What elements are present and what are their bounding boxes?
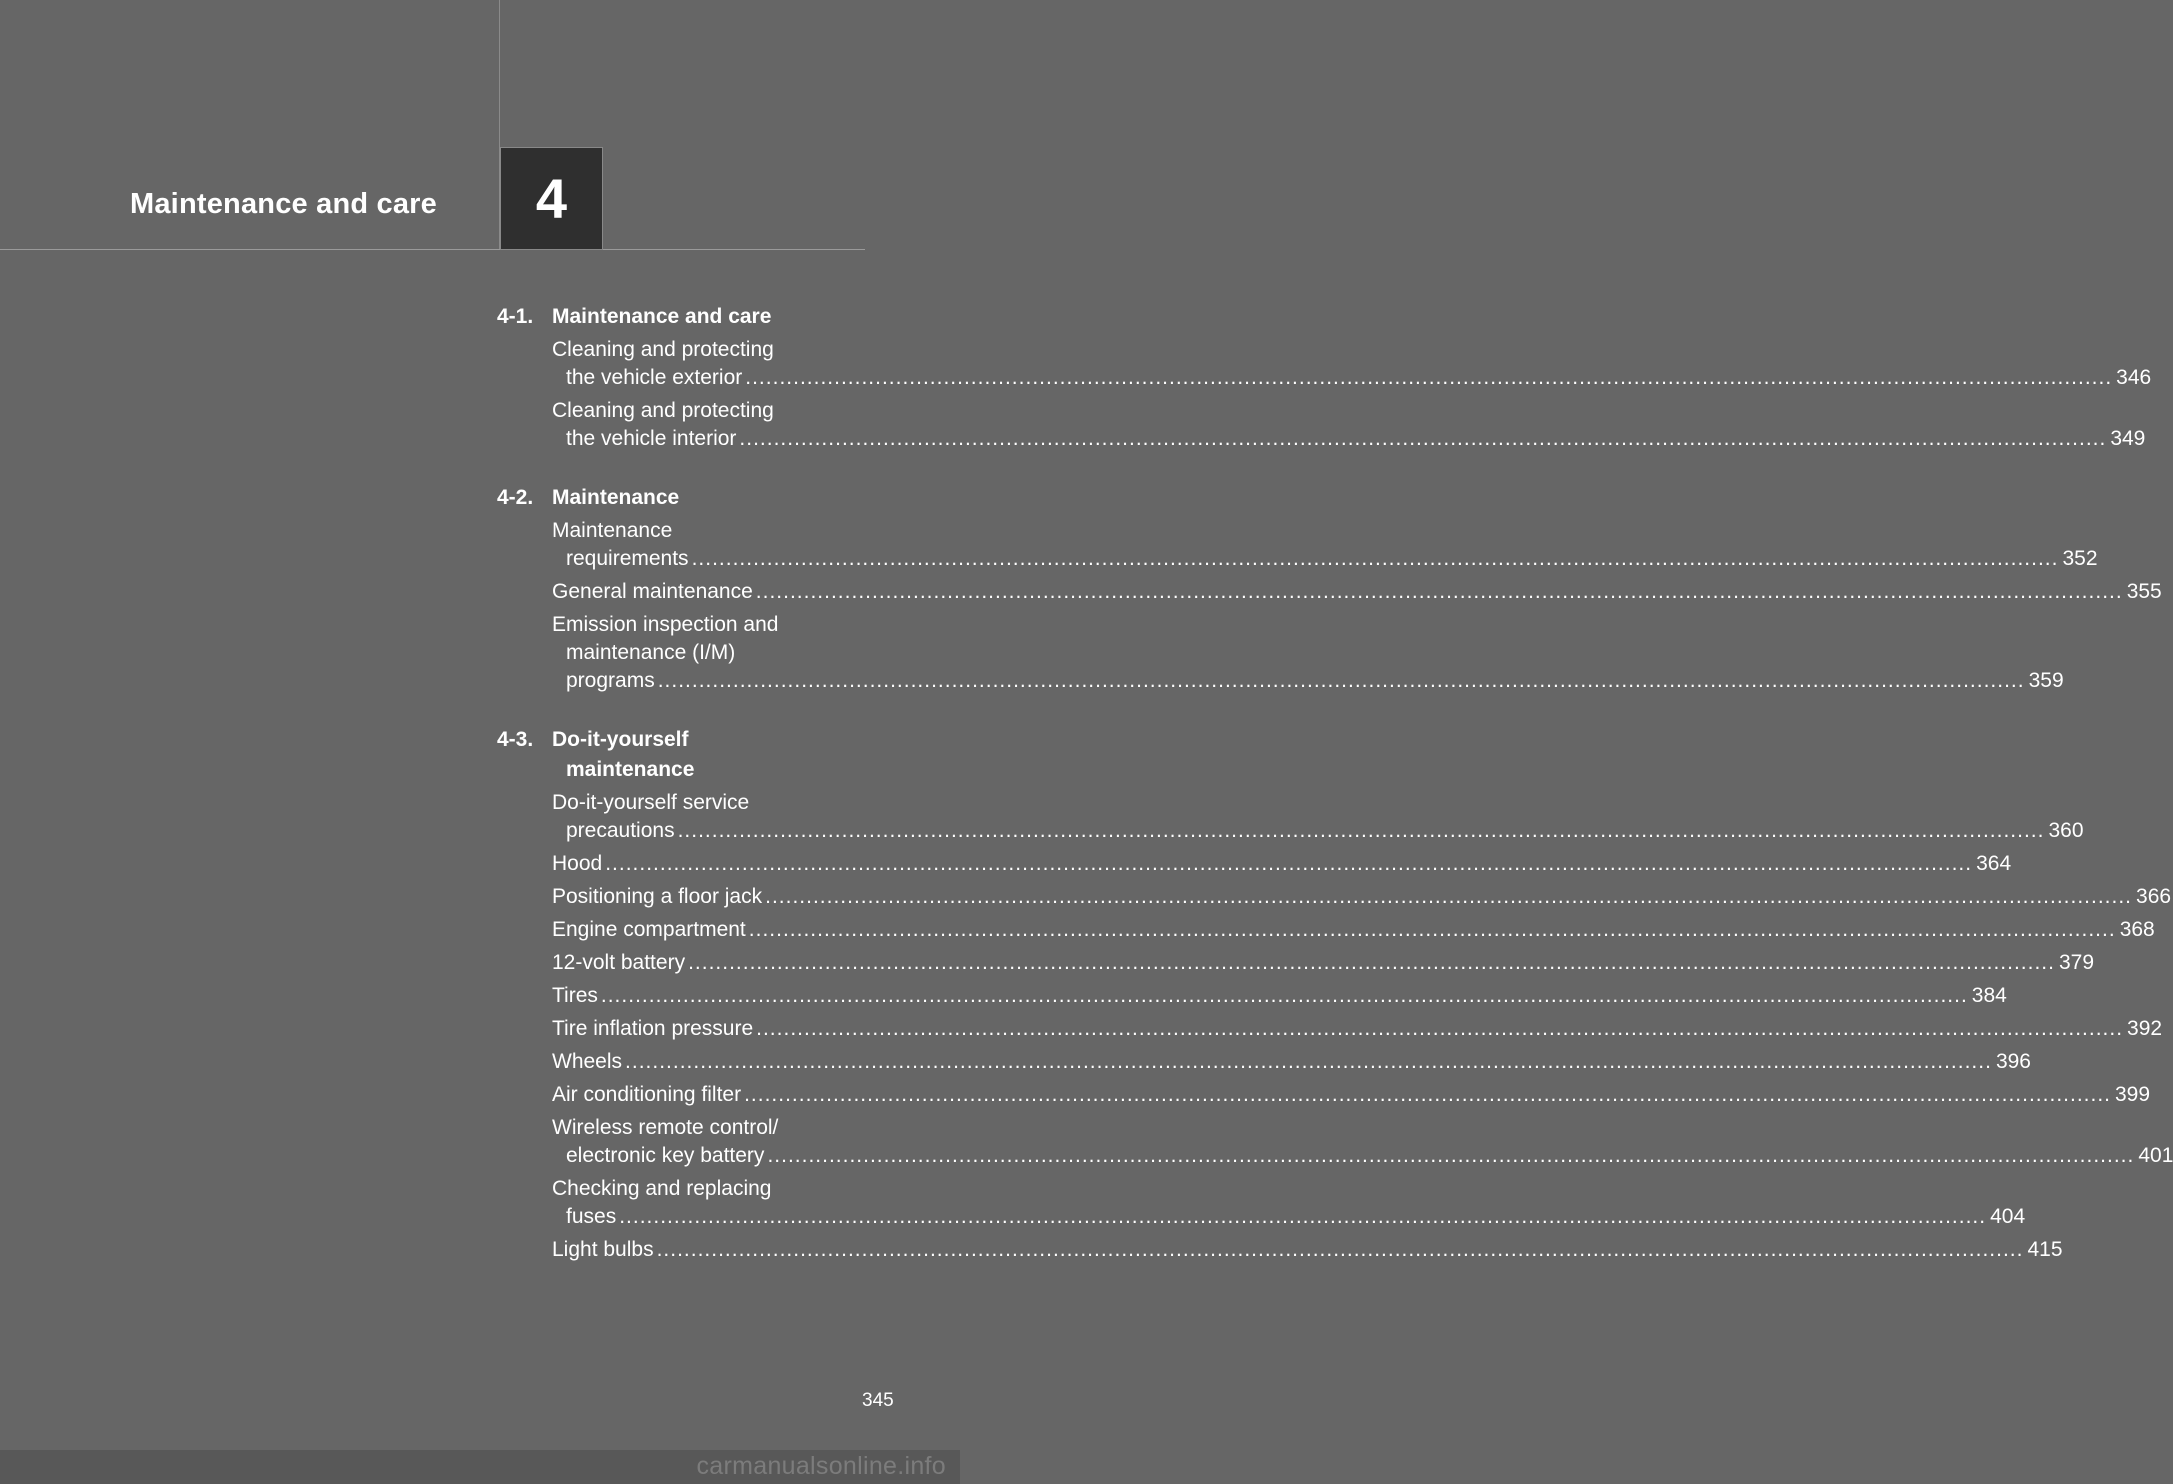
toc-entry-text: Engine compartment	[552, 918, 746, 941]
toc-entry-line	[552, 578, 2162, 606]
toc-entry[interactable]	[497, 1048, 2031, 1076]
toc-entry[interactable]	[497, 517, 2098, 573]
toc-entry[interactable]	[497, 578, 2162, 606]
toc-entry-line: Maintenance	[552, 519, 673, 542]
toc-entry-text: Wheels	[552, 1050, 623, 1073]
toc-page-number: 364	[1976, 852, 2012, 875]
toc-entry[interactable]	[497, 1236, 2063, 1264]
toc-entry-line	[552, 1236, 2063, 1264]
toc-entry-line	[552, 1015, 2163, 1043]
toc-page-number: 399	[2115, 1083, 2151, 1106]
toc-entry-line	[552, 545, 2098, 573]
toc-entry-line	[552, 1081, 2151, 1109]
toc-entry-text: Tires	[552, 984, 598, 1007]
toc-page-number: 366	[2136, 885, 2172, 908]
watermark-text: carmanualsonline.info	[696, 1452, 946, 1480]
toc-entry-text: precautions	[566, 819, 675, 842]
toc-section	[497, 302, 2152, 453]
dot-leader: ........................................................................................................................................................................................................	[755, 580, 2123, 603]
toc-entry-line	[552, 982, 2007, 1010]
dot-leader: ........................................................................................................................................................................................................	[656, 1238, 2024, 1261]
toc-page-number: 360	[2048, 819, 2084, 842]
toc-entry-line	[552, 1048, 2031, 1076]
toc-entry-line	[552, 364, 2152, 392]
toc-entry-text: fuses	[566, 1205, 617, 1228]
section-title-line: Maintenance	[552, 486, 680, 509]
toc-entry[interactable]	[497, 1015, 2163, 1043]
toc-entry[interactable]	[497, 883, 2172, 911]
chapter-number-tab: 4	[500, 147, 603, 250]
dot-leader: ........................................................................................................................................................................................................	[744, 1083, 2111, 1106]
toc-section	[497, 483, 2162, 695]
toc-page-number: 349	[2110, 427, 2146, 450]
toc-entry-text: programs	[566, 669, 655, 692]
toc-entry-text: Light bulbs	[552, 1238, 654, 1261]
section-title	[552, 305, 771, 328]
toc-entry-text: 12-volt battery	[552, 951, 686, 974]
dot-leader: ........................................................................................................................................................................................................	[691, 547, 2059, 570]
toc-page-number: 379	[2058, 951, 2095, 974]
watermark-bar	[0, 1450, 960, 1484]
toc-entry-line: Emission inspection and	[552, 613, 779, 636]
table-of-contents	[497, 302, 2173, 1294]
toc-entry[interactable]	[497, 949, 2095, 977]
toc-entry-text: Air conditioning filter	[552, 1083, 742, 1106]
toc-entry-text: requirements	[566, 547, 689, 570]
section-number: 4-2.	[497, 486, 534, 509]
dot-leader: ........................................................................................................................................................................................................	[657, 669, 2025, 692]
toc-section	[497, 725, 2173, 1264]
section-title	[552, 728, 869, 785]
toc-page-number: 384	[1971, 984, 2007, 1007]
toc-entry-text: Tire inflation pressure	[552, 1017, 754, 1040]
toc-page-number: 355	[2126, 580, 2162, 603]
section-heading	[497, 725, 869, 785]
toc-entry-line: Do-it-yourself service	[552, 791, 750, 814]
dot-leader: ........................................................................................................................................................................................................	[619, 1205, 1987, 1228]
toc-entry-line	[552, 425, 2146, 453]
dot-leader: ........................................................................................................................................................................................................	[605, 852, 1973, 875]
dot-leader: ........................................................................................................................................................................................................	[625, 1050, 1992, 1073]
toc-page-number: 346	[2116, 366, 2152, 389]
dot-leader: ........................................................................................................................................................................................................	[748, 918, 2116, 941]
section-title-line: maintenance	[566, 758, 695, 781]
toc-entry-text: the vehicle interior	[566, 427, 737, 450]
toc-entry-text: electronic key battery	[566, 1144, 765, 1167]
toc-entry-line	[552, 1142, 2173, 1170]
chapter-divider-horizontal	[0, 249, 865, 250]
toc-page-number: 359	[2028, 669, 2064, 692]
toc-entry[interactable]	[497, 789, 2084, 845]
toc-page-number: 396	[1995, 1050, 2031, 1073]
toc-entry-line	[552, 916, 2155, 944]
toc-entry-line	[552, 667, 2064, 695]
toc-entry-line: maintenance (I/M)	[566, 641, 736, 664]
toc-entry[interactable]	[497, 1114, 2173, 1170]
toc-entry-text: Hood	[552, 852, 603, 875]
toc-entry-line: Wireless remote control/	[552, 1116, 779, 1139]
toc-entry[interactable]	[497, 982, 2007, 1010]
toc-entry-line	[552, 817, 2084, 845]
toc-entry[interactable]	[497, 611, 2064, 695]
toc-entry-line: Cleaning and protecting	[552, 338, 774, 361]
section-title-line: Do-it-yourself	[552, 728, 689, 751]
toc-entry[interactable]	[497, 1175, 2026, 1231]
section-heading	[497, 302, 869, 332]
toc-entry[interactable]	[497, 850, 2012, 878]
dot-leader: ........................................................................................................................................................................................................	[767, 1144, 2135, 1167]
toc-entry-line: Checking and replacing	[552, 1177, 772, 1200]
toc-entry[interactable]	[497, 397, 2146, 453]
section-number: 4-1.	[497, 305, 534, 328]
toc-page-number: 401	[2138, 1144, 2173, 1167]
toc-page-number: 392	[2127, 1017, 2163, 1040]
toc-entry-text: Positioning a floor jack	[552, 885, 763, 908]
toc-entry-line: Cleaning and protecting	[552, 399, 774, 422]
toc-entry[interactable]	[497, 336, 2152, 392]
dot-leader: ........................................................................................................................................................................................................	[739, 427, 2107, 450]
toc-entry-text: the vehicle exterior	[566, 366, 743, 389]
dot-leader: ........................................................................................................................................................................................................	[765, 885, 2133, 908]
section-title-line: Maintenance and care	[552, 305, 772, 328]
toc-entry-line	[552, 1203, 2026, 1231]
dot-leader: ........................................................................................................................................................................................................	[756, 1017, 2124, 1040]
toc-page-number: 404	[1990, 1205, 2026, 1228]
toc-entry-text: General maintenance	[552, 580, 753, 603]
dot-leader: ........................................................................................................................................................................................................	[600, 984, 1968, 1007]
dot-leader: ........................................................................................................................................................................................................	[677, 819, 2045, 842]
page-number: 345	[862, 1390, 894, 1411]
chapter-title: Maintenance and care	[130, 188, 437, 220]
toc-entry-line	[552, 883, 2172, 911]
toc-page-number: 415	[2027, 1238, 2063, 1261]
toc-entry[interactable]	[497, 916, 2155, 944]
toc-page-number: 368	[2119, 918, 2155, 941]
toc-entry-line	[552, 949, 2095, 977]
toc-entry[interactable]	[497, 1081, 2151, 1109]
section-number: 4-3.	[497, 728, 534, 751]
section-heading	[497, 483, 869, 513]
dot-leader: ........................................................................................................................................................................................................	[688, 951, 2055, 974]
toc-page-number: 352	[2062, 547, 2098, 570]
toc-entry-line	[552, 850, 2012, 878]
section-title	[552, 486, 679, 509]
dot-leader: ........................................................................................................................................................................................................	[745, 366, 2113, 389]
